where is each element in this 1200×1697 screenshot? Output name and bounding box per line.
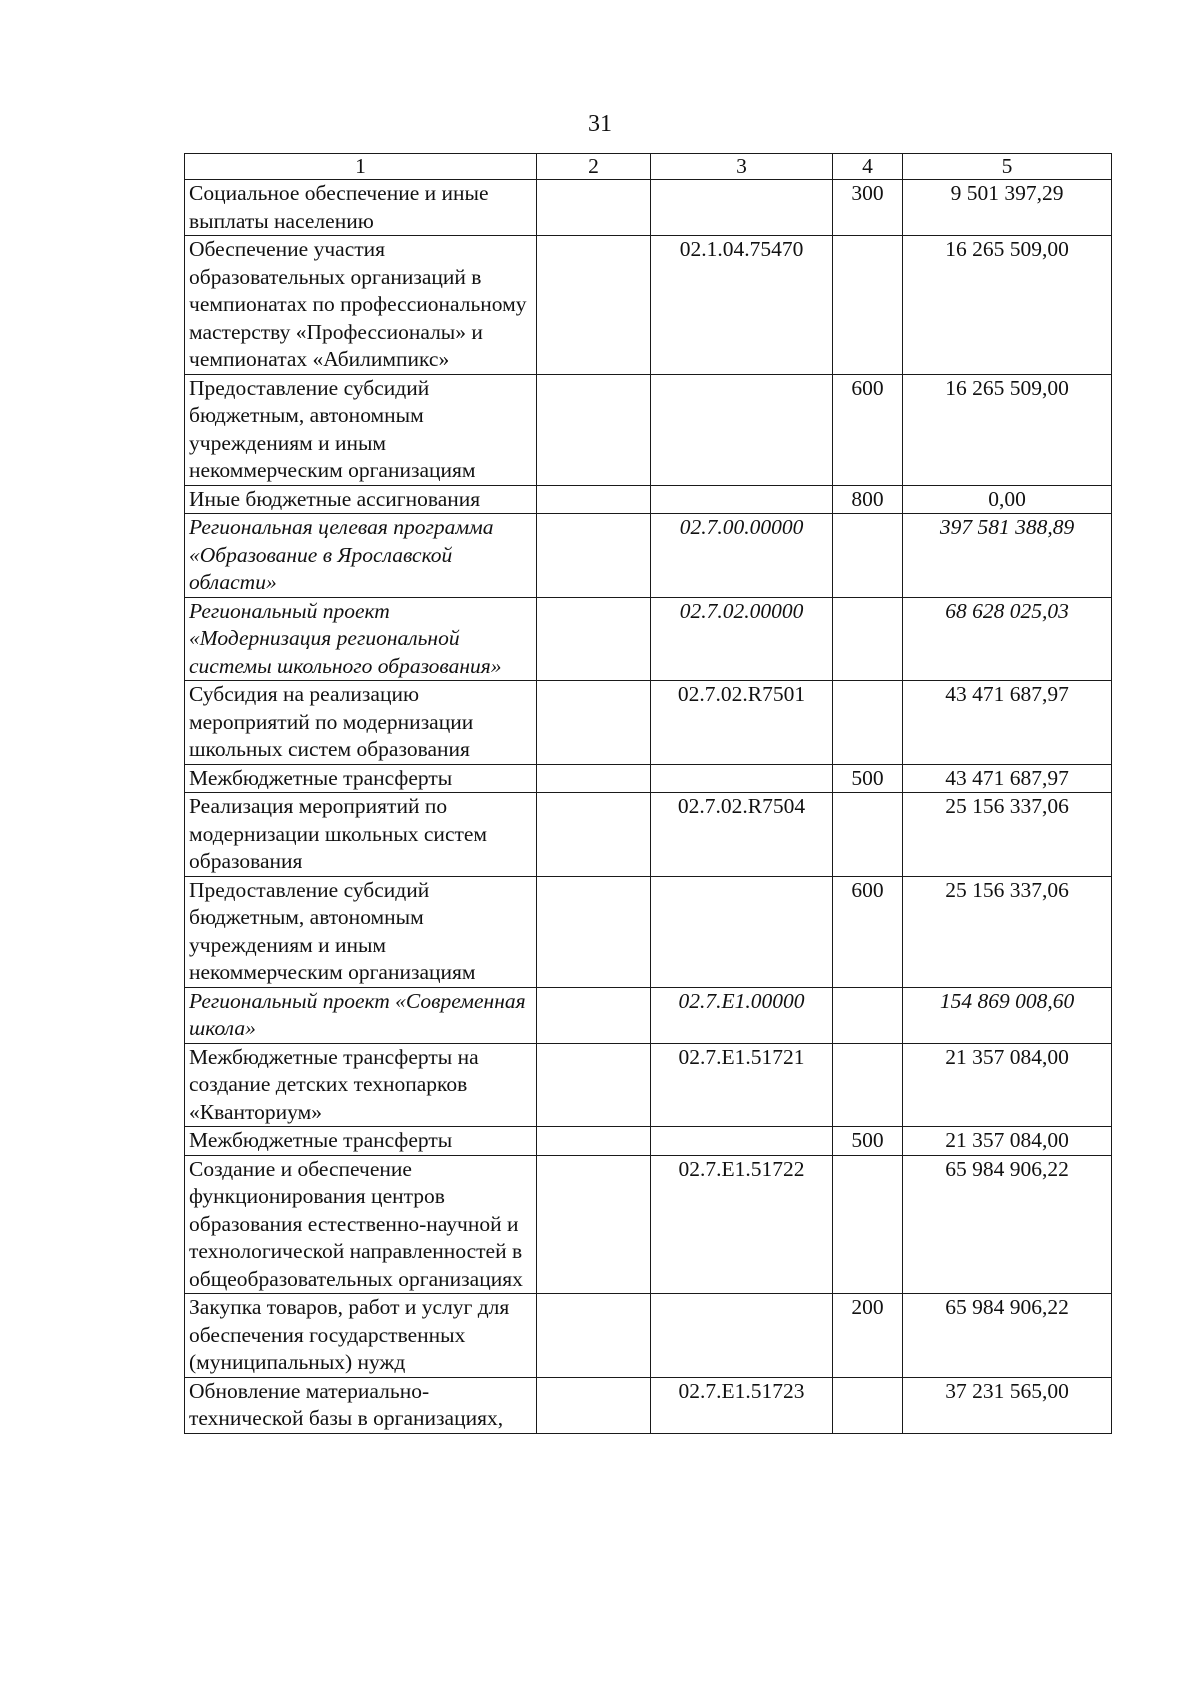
- cell-name: Региональный проект «Современная школа»: [185, 987, 537, 1043]
- table-header-row: [185, 154, 1112, 180]
- cell-name: Предоставление субсидий бюджетным, автономным учреждениям и иным некоммерческим организациям: [185, 374, 537, 485]
- cell-target-code: 02.7.02.R7501: [651, 681, 833, 765]
- cell-amount: 25 156 337,06: [903, 876, 1112, 987]
- column-header: 1: [185, 154, 537, 180]
- cell-name: Межбюджетные трансферты на создание детских технопарков «Кванториум»: [185, 1043, 537, 1127]
- cell-target-code: 02.7.00.00000: [651, 514, 833, 598]
- cell-target-code: [651, 1294, 833, 1378]
- table-row: [185, 764, 1112, 793]
- cell-amount: 65 984 906,22: [903, 1155, 1112, 1294]
- cell-expense-type: [833, 514, 903, 598]
- cell-name: Создание и обеспечение функционирования центров образования естественно-научной и технологической направленностей в общеобразовательных организациях: [185, 1155, 537, 1294]
- column-header: 3: [651, 154, 833, 180]
- cell-target-code: 02.7.Е1.00000: [651, 987, 833, 1043]
- cell-amount: 25 156 337,06: [903, 793, 1112, 877]
- cell-expense-type: [833, 793, 903, 877]
- cell-name: Социальное обеспечение и иные выплаты населению: [185, 180, 537, 236]
- cell-target-code: [651, 876, 833, 987]
- cell-expense-type: 500: [833, 764, 903, 793]
- cell-section: [537, 793, 651, 877]
- cell-amount: 16 265 509,00: [903, 236, 1112, 375]
- table-row: [185, 793, 1112, 877]
- column-header: 2: [537, 154, 651, 180]
- cell-expense-type: [833, 681, 903, 765]
- cell-amount: 154 869 008,60: [903, 987, 1112, 1043]
- table-row: [185, 1127, 1112, 1156]
- cell-amount: 43 471 687,97: [903, 764, 1112, 793]
- cell-section: [537, 764, 651, 793]
- cell-section: [537, 1127, 651, 1156]
- cell-section: [537, 374, 651, 485]
- cell-expense-type: 600: [833, 876, 903, 987]
- table-row: [185, 987, 1112, 1043]
- cell-name: Субсидия на реализацию мероприятий по модернизации школьных систем образования: [185, 681, 537, 765]
- cell-name: Предоставление субсидий бюджетным, автономным учреждениям и иным некоммерческим организациям: [185, 876, 537, 987]
- cell-section: [537, 597, 651, 681]
- cell-expense-type: [833, 597, 903, 681]
- cell-expense-type: 800: [833, 485, 903, 514]
- cell-expense-type: [833, 1155, 903, 1294]
- cell-expense-type: [833, 1043, 903, 1127]
- cell-expense-type: [833, 987, 903, 1043]
- table-row: [185, 1043, 1112, 1127]
- cell-expense-type: 500: [833, 1127, 903, 1156]
- cell-expense-type: [833, 236, 903, 375]
- cell-amount: 0,00: [903, 485, 1112, 514]
- table-row: [185, 681, 1112, 765]
- table-row: [185, 1294, 1112, 1378]
- cell-section: [537, 514, 651, 598]
- cell-section: [537, 1043, 651, 1127]
- cell-section: [537, 1155, 651, 1294]
- cell-name: Иные бюджетные ассигнования: [185, 485, 537, 514]
- cell-name: Региональный проект «Модернизация региональной системы школьного образования»: [185, 597, 537, 681]
- cell-target-code: [651, 485, 833, 514]
- cell-amount: 397 581 388,89: [903, 514, 1112, 598]
- cell-name: Региональная целевая программа «Образование в Ярославской области»: [185, 514, 537, 598]
- cell-section: [537, 180, 651, 236]
- cell-name: Межбюджетные трансферты: [185, 764, 537, 793]
- table-row: [185, 1377, 1112, 1433]
- page-number: 31: [588, 111, 612, 137]
- cell-target-code: 02.7.Е1.51723: [651, 1377, 833, 1433]
- cell-target-code: 02.7.02.00000: [651, 597, 833, 681]
- cell-expense-type: 300: [833, 180, 903, 236]
- cell-target-code: 02.7.Е1.51721: [651, 1043, 833, 1127]
- cell-expense-type: [833, 1377, 903, 1433]
- table-row: [185, 514, 1112, 598]
- cell-target-code: [651, 764, 833, 793]
- cell-target-code: 02.7.Е1.51722: [651, 1155, 833, 1294]
- table-row: [185, 180, 1112, 236]
- cell-expense-type: 200: [833, 1294, 903, 1378]
- cell-amount: 21 357 084,00: [903, 1127, 1112, 1156]
- cell-amount: 43 471 687,97: [903, 681, 1112, 765]
- budget-table: [184, 153, 1112, 1434]
- table-row: [185, 597, 1112, 681]
- cell-amount: 9 501 397,29: [903, 180, 1112, 236]
- table-row: [185, 876, 1112, 987]
- table-body: [185, 154, 1112, 1434]
- cell-amount: 37 231 565,00: [903, 1377, 1112, 1433]
- cell-amount: 21 357 084,00: [903, 1043, 1112, 1127]
- cell-section: [537, 876, 651, 987]
- cell-target-code: [651, 374, 833, 485]
- cell-name: Реализация мероприятий по модернизации школьных систем образования: [185, 793, 537, 877]
- cell-name: Обеспечение участия образовательных организаций в чемпионатах по профессиональному мастерству «Профессионалы» и чемпионатах «Абилимпикс»: [185, 236, 537, 375]
- cell-section: [537, 485, 651, 514]
- column-header: 5: [903, 154, 1112, 180]
- table-row: [185, 1155, 1112, 1294]
- cell-section: [537, 1294, 651, 1378]
- cell-section: [537, 1377, 651, 1433]
- cell-amount: 16 265 509,00: [903, 374, 1112, 485]
- cell-section: [537, 681, 651, 765]
- cell-section: [537, 987, 651, 1043]
- cell-target-code: [651, 1127, 833, 1156]
- cell-section: [537, 236, 651, 375]
- table-row: [185, 236, 1112, 375]
- cell-expense-type: 600: [833, 374, 903, 485]
- table-row: [185, 374, 1112, 485]
- cell-amount: 65 984 906,22: [903, 1294, 1112, 1378]
- cell-target-code: [651, 180, 833, 236]
- cell-amount: 68 628 025,03: [903, 597, 1112, 681]
- cell-name: Обновление материально-технической базы в организациях,: [185, 1377, 537, 1433]
- cell-name: Межбюджетные трансферты: [185, 1127, 537, 1156]
- cell-target-code: 02.1.04.75470: [651, 236, 833, 375]
- table-row: [185, 485, 1112, 514]
- cell-target-code: 02.7.02.R7504: [651, 793, 833, 877]
- column-header: 4: [833, 154, 903, 180]
- cell-name: Закупка товаров, работ и услуг для обеспечения государственных (муниципальных) нужд: [185, 1294, 537, 1378]
